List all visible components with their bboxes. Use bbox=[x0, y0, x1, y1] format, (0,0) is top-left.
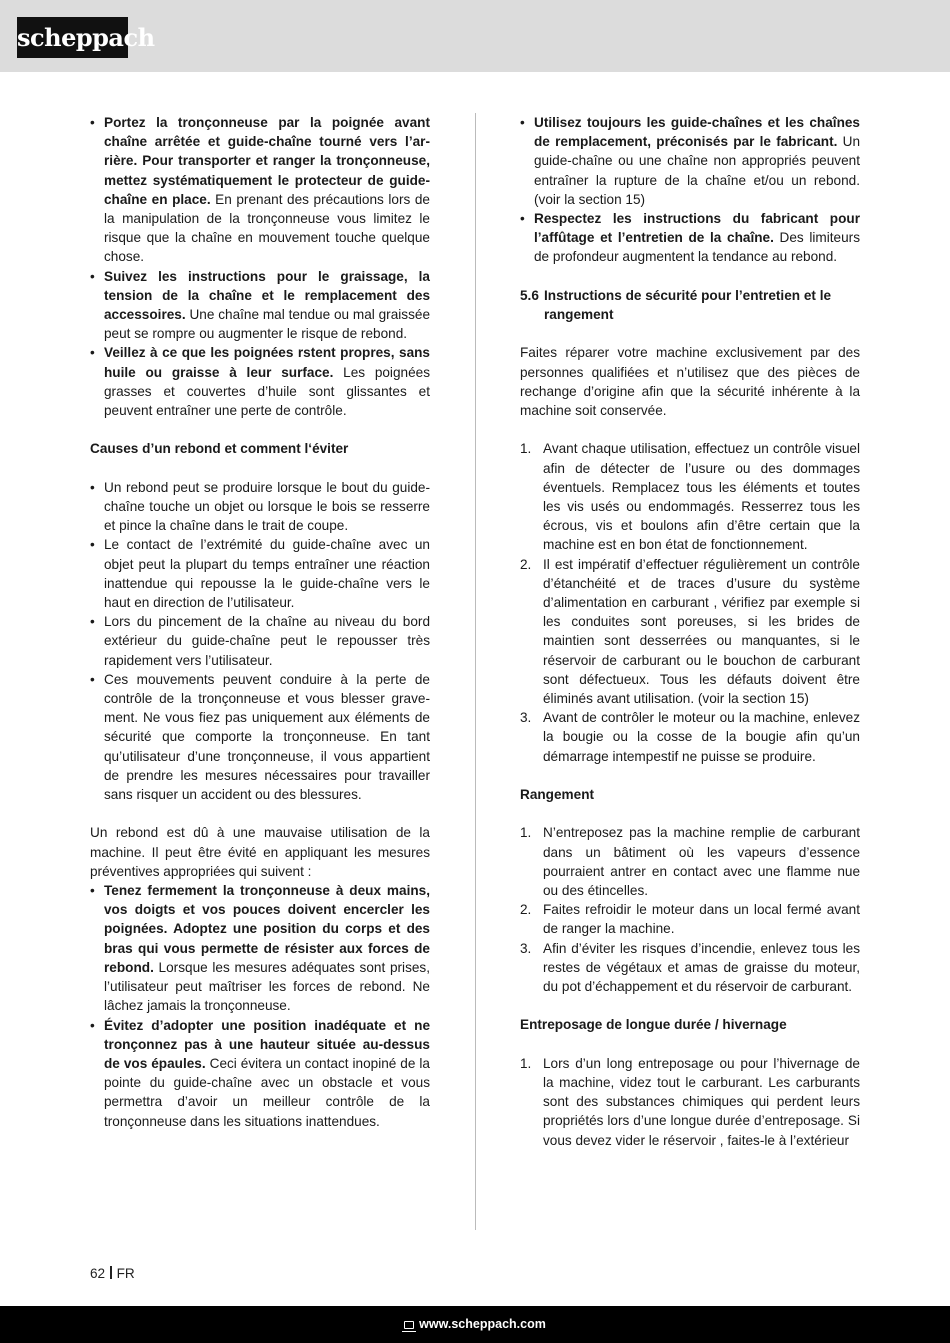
list-item bbox=[520, 439, 860, 554]
list-item bbox=[520, 1054, 860, 1150]
body-text: Avant chaque utilisation, effectuez un contrôle visuel afin de détecter de l’usure ou des dommages éventuels. Remplacez tous les éléments et toutes les vis usés ou endommagés. Resserrez tous les écrous, vis et boulons afin d’être certain que la machine est en bon état de fonctionnement. bbox=[543, 441, 860, 553]
body-text: En prenant des précautions lors de la manipulation de la tronçonneuse vous limitez le risque que la chaîne en mouvement touche quelque chose. bbox=[104, 191, 430, 265]
page-number-value: 62 bbox=[90, 1266, 106, 1281]
bullet-marker: • bbox=[90, 115, 95, 130]
list-item bbox=[90, 478, 430, 536]
bold-text: Évitez d’adopter une position inadéquate et ne tronçonnez pas à une hauteur située au-dessus de vos épaules. bbox=[104, 1017, 430, 1071]
body-text: Avant de contrôler le moteur ou la machine, enlevez la bougie ou la cosse de la bougie afin qu’un démarrage intempestif ne puisse se produire. bbox=[543, 710, 860, 764]
paragraph: Faites réparer votre machine exclusivement par des personnes qualifiées et n’utilisez que des pièces de rechange d’origine afin que la sécurité inhérente à la machine soit conservée. bbox=[520, 345, 860, 419]
number-marker: 1. bbox=[520, 1055, 532, 1071]
scheppach-logo: scheppach bbox=[17, 17, 128, 58]
right-column bbox=[520, 113, 860, 1150]
section-number: 5.6 bbox=[520, 287, 539, 303]
laptop-icon bbox=[404, 1321, 414, 1329]
body-text: Faites refroidir le moteur dans un local fermé avant de ranger la machine. bbox=[543, 902, 860, 937]
body-text: Lorsque les mesures adéquates sont prises, l’utilisateur peut maîtriser les forces de rebond. Ne lâchez jamais la tronçonneuse. bbox=[104, 959, 430, 1014]
body-text: Afin d’éviter les risques d’incendie, enlevez tous les restes de végétaux et amas de graisse du moteur, du pot d’échappement et du réservoir de carburant. bbox=[543, 940, 860, 995]
list-item bbox=[520, 708, 860, 766]
bullet-marker: • bbox=[90, 671, 95, 687]
page-header bbox=[0, 0, 950, 72]
list-item bbox=[90, 881, 430, 1015]
bullet-marker: • bbox=[90, 614, 95, 630]
body-text: Des limiteurs de profondeur augmentent la tendance au rebond. bbox=[534, 230, 860, 265]
list-item bbox=[90, 113, 430, 267]
body-text: Les poignées grasses et couvertes d’huile sont glissantes et peuvent entraîner une perte de contrôle. bbox=[104, 364, 430, 419]
number-marker: 2. bbox=[520, 556, 532, 572]
body-text: Un guide-chaîne ou une chaîne non appropriés peuvent entraîner la rupture de la chaîne et/ou un rebond. (voir la section 15) bbox=[534, 134, 861, 207]
list-item bbox=[90, 267, 430, 344]
list-item bbox=[90, 343, 430, 420]
list-item bbox=[90, 612, 430, 670]
body-text: Lors du pincement de la chaîne au niveau du bord extérieur du guide-chaîne peut le repousser très rapidement vers l’utilisateur. bbox=[104, 614, 430, 668]
bold-text: Veillez à ce que les poignées rstent propres, sans huile ou graisse à leur surface. bbox=[104, 345, 430, 380]
number-marker: 1. bbox=[520, 825, 532, 841]
page-number bbox=[90, 1265, 135, 1283]
section-heading: Causes d’un rebond et comment l‘éviter bbox=[90, 441, 349, 457]
list-item bbox=[90, 1016, 430, 1131]
bold-text: Respectez les instructions du fabricant pour l’affûtage et l’entretien de la chaîne. bbox=[534, 211, 860, 246]
bullet-marker: • bbox=[90, 883, 95, 899]
section-heading: Entreposage de longue durée / hivernage bbox=[520, 1017, 787, 1033]
bold-text: Utilisez toujours les guide-chaînes et les chaînes de remplacement, préconisés par le fabricant. bbox=[534, 115, 860, 150]
bullet-marker: • bbox=[520, 211, 525, 227]
body-text: Ces mouvements peuvent conduire à la perte de contrôle de la tronçonneuse et vous blesser gravement. Ne vous fiez pas uniquement aux éléments de sécurité que comporte la tronçonneuse. En tant qu’utilisateur d’une tronçonneuse, il vous appartient de prendre les mesures nécessaires pour travailler sans risquer un accident ou des blessures. bbox=[104, 671, 430, 803]
list-item bbox=[520, 555, 860, 709]
list-item bbox=[520, 823, 860, 900]
column-divider bbox=[475, 113, 476, 1230]
bullet-marker: • bbox=[90, 479, 95, 495]
bullet-marker: • bbox=[520, 115, 525, 130]
list-item bbox=[520, 209, 860, 267]
number-marker: 3. bbox=[520, 940, 532, 956]
bold-text: Portez la tronçonneuse par la poignée avant chaîne arrêtée et guide-chaîne tourné vers l’arrière. Pour transporter et ranger la tronçonneuse, mettez systématiquement le protecteur de guide-chaîne en place. bbox=[104, 115, 430, 207]
section-heading: Rangement bbox=[520, 787, 595, 803]
body-text: Une chaîne mal tendue ou mal graissée peut se rompre ou augmenter le risque de rebond. bbox=[104, 307, 430, 342]
list-item bbox=[520, 113, 860, 209]
website-link[interactable]: www.scheppach.com bbox=[419, 1317, 546, 1331]
list-item bbox=[90, 535, 430, 612]
bullet-marker: • bbox=[90, 1017, 95, 1033]
number-marker: 2. bbox=[520, 902, 532, 918]
section-heading bbox=[520, 286, 860, 324]
bullet-marker: • bbox=[90, 537, 95, 553]
section-title: Instructions de sécurité pour l’entretien et le rangement bbox=[544, 287, 832, 323]
bold-text: Suivez les instructions pour le graissage, la tension de la chaîne et le remplacement des accessoires. bbox=[104, 268, 430, 323]
list-item bbox=[520, 939, 860, 997]
list-item bbox=[90, 670, 430, 804]
body-text: Lors d’un long entreposage ou pour l’hivernage de la machine, videz tout le carburant. Les carburants sont des substances chimiques qui perdent leurs propriétés lors d’une longue durée d’entreposage. Si vous devez vider le réservoir , faites-le à l’extérieur bbox=[543, 1055, 860, 1148]
number-marker: 1. bbox=[520, 441, 532, 457]
separator bbox=[110, 1266, 112, 1279]
body-text: Le contact de l’extrémité du guide-chaîne avec un objet peut la plupart du temps entraîner une réaction inattendue qui repousse la le guide-chaîne vers le haut en direction de l’utilisateur. bbox=[104, 537, 430, 611]
bullet-marker: • bbox=[90, 268, 95, 284]
paragraph: Un rebond est dû à une mauvaise utilisation de la machine. Il peut être évité en appliquant les mesures préventives appropriées qui suivent : bbox=[90, 825, 430, 879]
body-text: Il est impératif d’effectuer régulièrement un contrôle d’étanchéité et de traces d’usure du système d’alimentation en carburant , vérifiez par exemple si les conduites sont poreuses, si les brides de maintien sont desserrées ou manquantes, si le réservoir de carburant ou le bouchon de carburant sont défectueux. Tous les défauts doivent être éliminés avant utilisation. (voir la section 15) bbox=[543, 556, 860, 707]
number-marker: 3. bbox=[520, 710, 532, 726]
bold-text: Tenez fermement la tronçonneuse à deux mains, vos doigts et vos pouces doivent encercler les poignées. Adoptez une position du corps et des bras qui vous permette de résister aux forces de rebond. bbox=[104, 883, 430, 975]
list-item bbox=[520, 900, 860, 938]
body-text: Un rebond peut se produire lorsque le bout du guide-chaîne touche un objet ou lorsque le bois se resserre et pince la chaîne dans le trait de coupe. bbox=[104, 479, 430, 534]
page-footer bbox=[0, 1306, 950, 1343]
language-code: FR bbox=[116, 1266, 135, 1281]
bullet-marker: • bbox=[90, 345, 95, 361]
body-text: N’entreposez pas la machine remplie de carburant dans un bâtiment où les vapeurs d’essence pourraient antrer en contact avec une flamme nue ou des étincelles. bbox=[543, 825, 860, 899]
body-text: Ceci évitera un contact inopiné de la pointe du guide-chaîne avec un obstacle et vous permettra d’avoir un meilleur contrôle de la tronçonneuse dans les situations inattendues. bbox=[104, 1055, 430, 1129]
left-column bbox=[90, 113, 430, 1131]
